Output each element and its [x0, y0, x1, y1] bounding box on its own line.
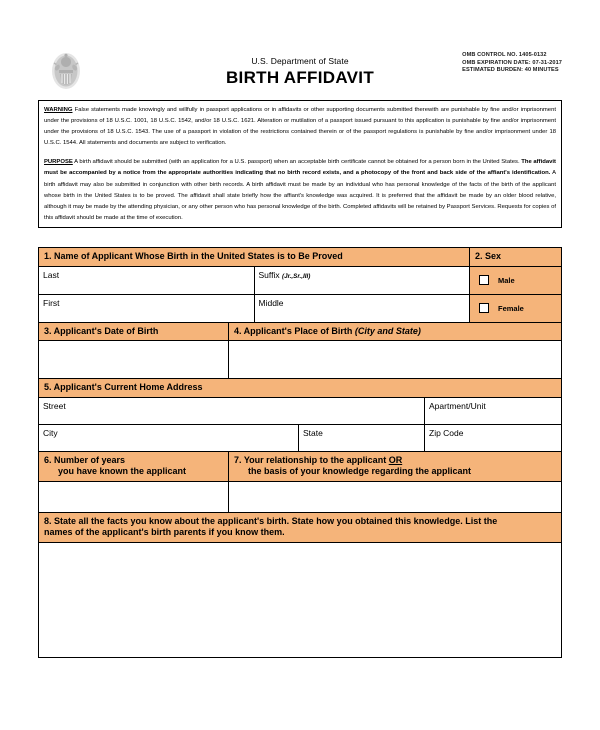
field-date-of-birth[interactable] — [39, 341, 229, 379]
label-state: State — [303, 427, 323, 438]
field-statement-of-facts[interactable] — [39, 543, 561, 657]
section-8-header-row — [39, 513, 561, 543]
name-row-last — [39, 267, 561, 295]
field-last-name[interactable] — [39, 267, 255, 295]
section-8-field-row — [39, 543, 561, 657]
section-4-header — [229, 323, 561, 342]
section-3-4-header-row — [39, 323, 561, 342]
warning-paragraph — [44, 105, 556, 149]
warning-text: False statements made knowingly and willfully in passport applications or in affidavits or other supporting documents submitted therewith are punishable by fine and/or imprisonment under the provisions of 18 U.S.C. 1001, 18 U.S.C. 1542, and/or 18 U.S.C. 1621. Alteration or mutilation of a passport issued pursuant to this application is punishable by fine and/or imprisonment under the provisions of 18 U.S.C. 1543. The use of a passport in violation of the restrictions contained therein or of the passport regulations is punishable by fine and/or imprisonment under 18 U.S.C. 1544. All statements and documents are subject to verification. — [44, 107, 556, 147]
section-7-header-or: OR — [388, 454, 403, 465]
section-8-header-line1: 8. State all the facts you know about the applicant's birth. State how you obtained this knowledge. List the — [44, 515, 498, 526]
affidavit-form-table — [38, 247, 562, 658]
label-apartment-unit: Apartment/Unit — [429, 400, 486, 411]
label-city: City — [43, 427, 58, 438]
section-1-2-header-row — [39, 248, 561, 267]
field-apartment-unit[interactable] — [425, 398, 561, 425]
estimated-burden: ESTIMATED BURDEN: 40 MINUTES — [462, 67, 559, 74]
section-5-header-row — [39, 379, 561, 398]
checkbox-male[interactable] — [479, 275, 489, 285]
field-suffix[interactable] — [255, 267, 471, 295]
label-last: Last — [43, 269, 60, 280]
label-zip-code: Zip Code — [429, 427, 464, 438]
page-title: BIRTH AFFIDAVIT — [225, 68, 375, 87]
section-8-header — [39, 513, 561, 543]
field-relationship[interactable] — [229, 482, 561, 513]
field-city[interactable] — [39, 425, 299, 452]
purpose-paragraph — [44, 157, 556, 224]
address-row-street — [39, 398, 561, 425]
purpose-text-part1: A birth affidavit should be submitted (with an application for a U.S. passport) when an acceptable birth certificate cannot be obtained for a person born in the United States. — [74, 159, 522, 166]
address-row-city — [39, 425, 561, 452]
sex-option-male[interactable] — [470, 267, 561, 295]
purpose-text-part2: A birth affidavit may also be submitted in conjunction with other birth records. A birth affidavit must be made by an individual who has personal knowledge of the facts of the birth of the applicant whose birth in the United States is to be proved. The affidavit shall state briefly how the affiant's knowledge was acquired. It is preferred that the affidavit be made by an older blood relative, although it may be made by the attending physician, or any other person who has personal knowledge of the birth. Completed affidavits will be retained by Passport Services. Requests for copies of this affidavit should be made at the time of execution. — [44, 170, 557, 221]
section-7-header-line1: 7. Your relationship to the applicant — [234, 454, 389, 465]
field-state[interactable] — [299, 425, 425, 452]
section-4-header-note: (City and State) — [354, 325, 421, 336]
name-row-first — [39, 295, 561, 323]
section-7-header — [229, 452, 561, 482]
section-8-header-line2: names of the applicant's birth parents if you know them. — [44, 527, 285, 537]
purpose-text-emphasis: The affidavit must be accompanied by a notice from the appropriate authorities indicating that no birth record exists, and a photocopy of the front and back side of the affiant's identification. — [44, 159, 556, 177]
section-4-header-text: 4. Applicant's Place of Birth — [234, 325, 353, 336]
field-years-known[interactable] — [39, 482, 229, 513]
warning-label: WARNING — [44, 107, 73, 113]
field-zip-code[interactable] — [425, 425, 561, 452]
field-first-name[interactable] — [39, 295, 255, 323]
label-street: Street — [43, 400, 66, 411]
section-5-header: 5. Applicant's Current Home Address — [39, 379, 561, 398]
form-header — [38, 46, 562, 98]
section-7-header-line2: the basis of your knowledge regarding the applicant — [248, 466, 472, 476]
notice-box — [38, 100, 562, 228]
field-street[interactable] — [39, 398, 425, 425]
purpose-label: PURPOSE — [44, 159, 73, 166]
omb-control-number: OMB CONTROL NO. 1405-0132 — [462, 52, 547, 58]
section-6-7-header-row — [39, 452, 561, 482]
section-6-7-field-row — [39, 482, 561, 513]
field-place-of-birth[interactable] — [229, 341, 561, 379]
section-6-header-line2: you have known the applicant — [58, 466, 187, 476]
field-middle-name[interactable] — [255, 295, 471, 323]
section-6-header-line1: 6. Number of years — [44, 454, 126, 465]
label-first: First — [43, 297, 60, 308]
section-3-4-field-row — [39, 341, 561, 379]
sex-option-female[interactable] — [470, 295, 561, 323]
section-2-header: 2. Sex — [470, 248, 561, 267]
label-female: Female — [498, 303, 524, 313]
department-name: U.S. Department of State — [251, 56, 349, 66]
label-suffix: Suffix — [258, 269, 280, 280]
section-6-header — [39, 452, 229, 482]
section-3-header: 3. Applicant's Date of Birth — [39, 323, 229, 342]
omb-info-block — [462, 52, 562, 75]
label-male: Male — [498, 275, 515, 285]
label-suffix-note: (Jr.,Sr.,III) — [281, 272, 311, 280]
checkbox-female[interactable] — [479, 303, 489, 313]
label-middle: Middle — [258, 297, 284, 308]
section-1-header: 1. Name of Applicant Whose Birth in the United States is to Be Proved — [39, 248, 470, 267]
omb-expiration-date: OMB EXPIRATION DATE: 07-31-2017 — [462, 59, 562, 66]
